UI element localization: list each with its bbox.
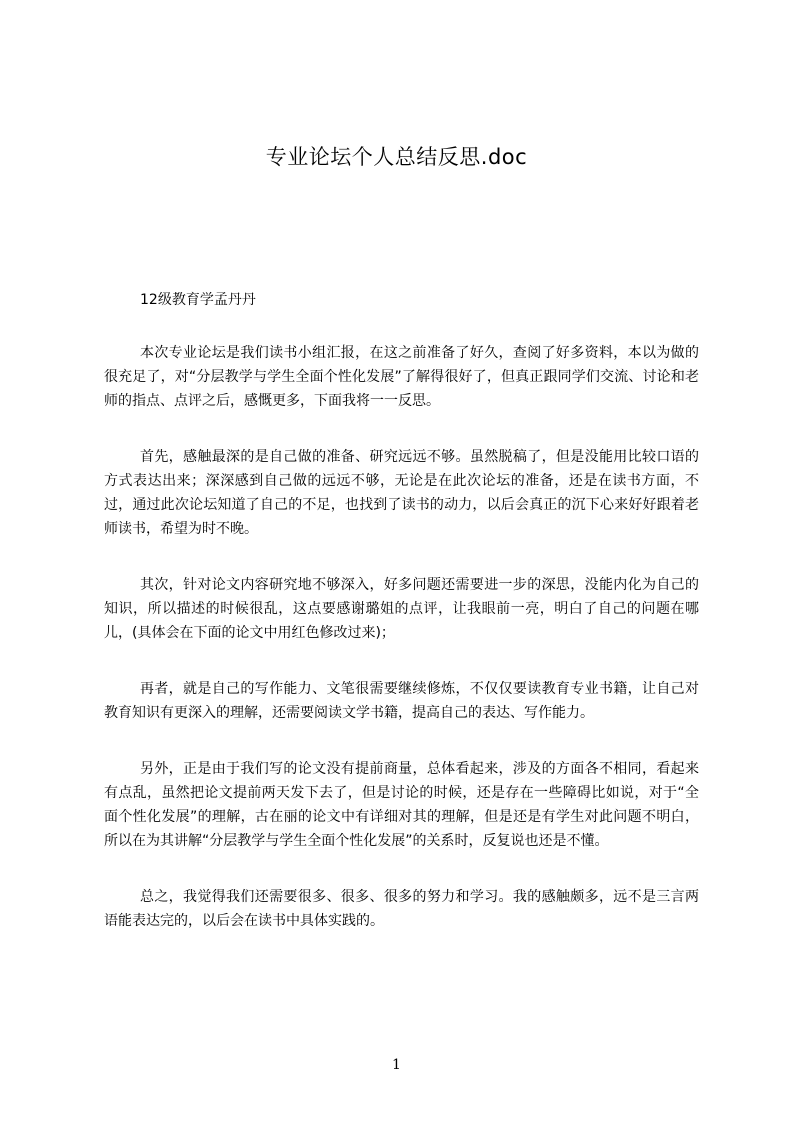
paragraph-additionally: 另外，正是由于我们写的论文没有提前商量，总体看起来，涉及的方面各不相同，看起来有点乱，虽然把论文提前两天发下去了，但是讨论的时候，还是存在一些障碍比如说，对于“全面个性化发展”的理解，古在丽的论文中有详细对其的理解，但是还是有学生对此问题不明白，所以在为其讲解“分层教学与学生全面个性化发展”的关系时，反复说也还是不懂。 xyxy=(104,761,699,849)
paragraph-second: 其次，针对论文内容研究地不够深入，好多问题还需要进一步的深思，没能内化为自己的知识，所以描述的时候很乱，这点要感谢璐姐的点评，让我眼前一亮，明白了自己的问题在哪儿，(具体会在下面的论文中用红色修改过来)； xyxy=(104,577,699,641)
paragraph-conclusion: 总之，我觉得我们还需要很多、很多、很多的努力和学习。我的感触颇多，远不是三言两语能表达完的，以后会在读书中具体实践的。 xyxy=(104,889,699,929)
document-body xyxy=(104,341,699,965)
paragraph-intro: 本次专业论坛是我们读书小组汇报，在这之前准备了好久，查阅了好多资料，本以为做的很充足了，对“分层教学与学生全面个性化发展”了解得很好了，但真正跟同学们交流、讨论和老师的指点、点评之后，感慨更多，下面我将一一反思。 xyxy=(104,345,699,409)
paragraph-first: 首先，感触最深的是自己做的准备、研究远远不够。虽然脱稿了，但是没能用比较口语的方式表达出来；深深感到自己做的远远不够，无论是在此次论坛的准备，还是在读书方面，不过，通过此次论坛知道了自己的不足，也找到了读书的动力，以后会真正的沉下心来好好跟着老师读书，希望为时不晚。 xyxy=(104,449,699,537)
author-line: 12级教育学孟丹丹 xyxy=(140,292,256,308)
page-number: 1 xyxy=(392,1057,401,1073)
document-title: 专业论坛个人总结反思.doc xyxy=(265,145,528,169)
paragraph-third: 再者，就是自己的写作能力、文笔很需要继续修炼，不仅仅要读教育专业书籍，让自己对教育知识有更深入的理解，还需要阅读文学书籍，提高自己的表达、写作能力。 xyxy=(104,681,699,721)
